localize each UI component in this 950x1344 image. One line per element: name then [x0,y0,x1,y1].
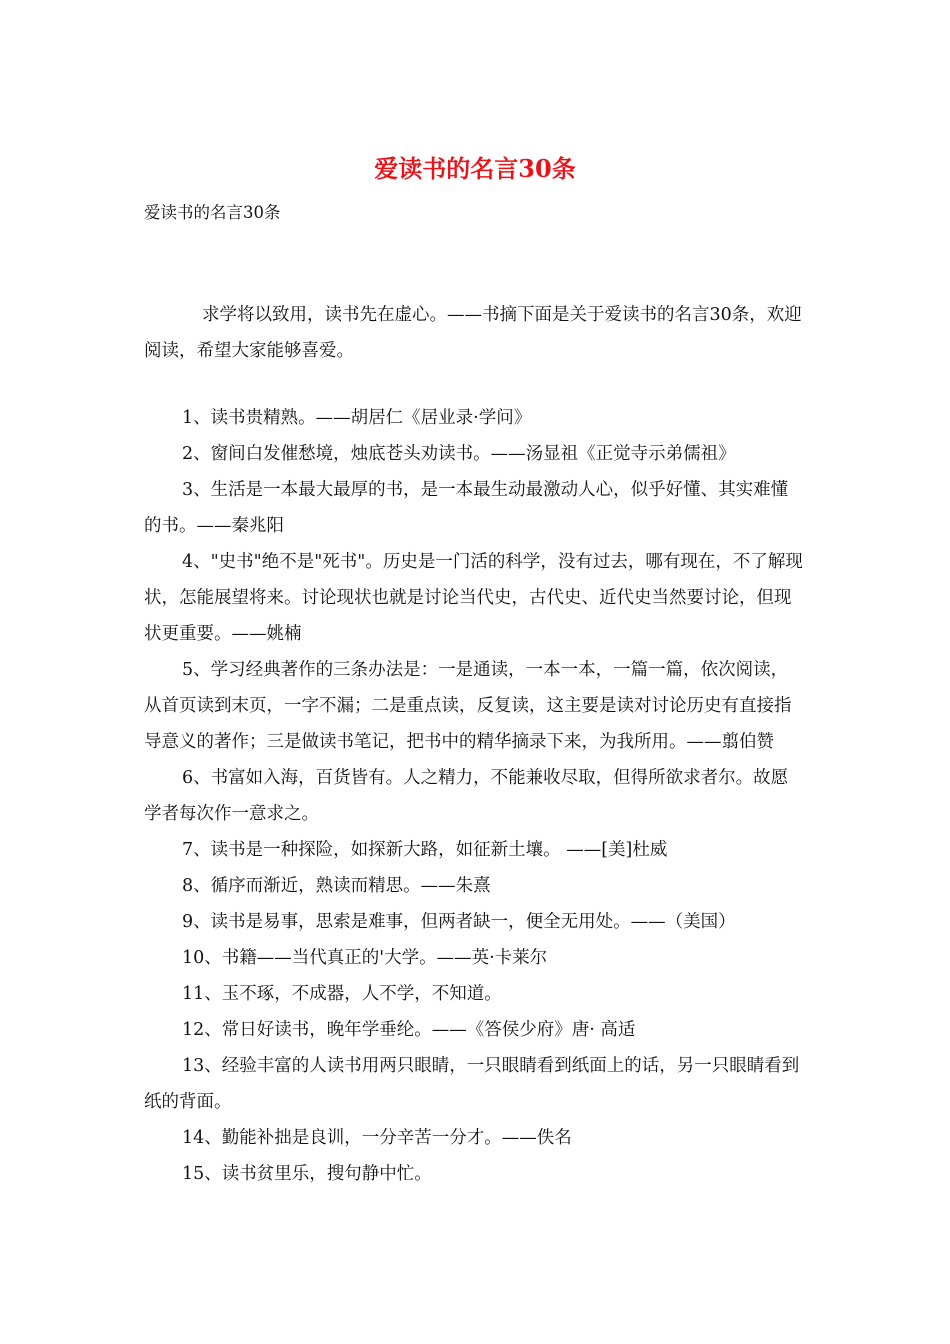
quote-item: 4、"史书"绝不是"死书"。历史是一门活的科学，没有过去，哪有现在，不了解现状，怎能展望将来。讨论现状也就是讨论当代史，古代史、近代史当然要讨论，但现状更重要。——姚楠 [144,552,803,644]
quote-item: 6、书富如入海，百货皆有。人之精力，不能兼收尽取，但得所欲求者尔。故愿学者每次作一意求之。 [144,768,789,824]
quote-item: 5、学习经典著作的三条办法是：一是通读，一本一本，一篇一篇，依次阅读，从首页读到末页，一字不漏；二是重点读，反复读，这主要是读对讨论历史有直接指导意义的著作；三是做读书笔记，把书中的精华摘录下来，为我所用。——翦伯赞 [144,660,792,752]
quote-item: 13、经验丰富的人读书用两只眼睛，一只眼睛看到纸面上的话，另一只眼睛看到纸的背面。 [144,1056,800,1112]
quote-item: 1、读书贵精熟。——胡居仁《居业录·学问》 [182,408,532,428]
document-subtitle: 爱读书的名言30条 [144,203,281,222]
quote-item: 8、循序而渐近，熟读而精思。——朱熹 [182,876,491,896]
quote-item: 7、读书是一种探险，如探新大路，如征新土壤。 ——[美]杜威 [182,840,668,860]
quote-item: 15、读书贫里乐，搜句静中忙。 [182,1164,432,1184]
quote-item: 3、生活是一本最大最厚的书，是一本最生动最激动人心，似乎好懂、其实难懂的书。——秦兆阳 [144,480,789,536]
quote-item: 11、玉不琢，不成器，人不学，不知道。 [182,984,502,1004]
quote-item: 14、勤能补拙是良训，一分辛苦一分才。——佚名 [182,1128,572,1148]
quote-item: 9、读书是易事，思索是难事，但两者缺一，便全无用处。——（美国） [182,912,736,932]
quote-item: 2、窗间白发催愁境，烛底苍头劝读书。——汤显祖《正觉寺示弟儒祖》 [182,444,736,464]
intro-paragraph: 求学将以致用，读书先在虚心。——书摘下面是关于爱读书的名言30条，欢迎阅读，希望大家能够喜爱。 [144,305,802,361]
document-title: 爱读书的名言30条 [374,154,576,183]
quote-item: 10、书籍——当代真正的'大学。——英·卡莱尔 [182,948,548,968]
quote-list [144,400,804,1192]
quote-item: 12、常日好读书，晚年学垂纶。——《答侯少府》唐· 高适 [182,1020,636,1040]
